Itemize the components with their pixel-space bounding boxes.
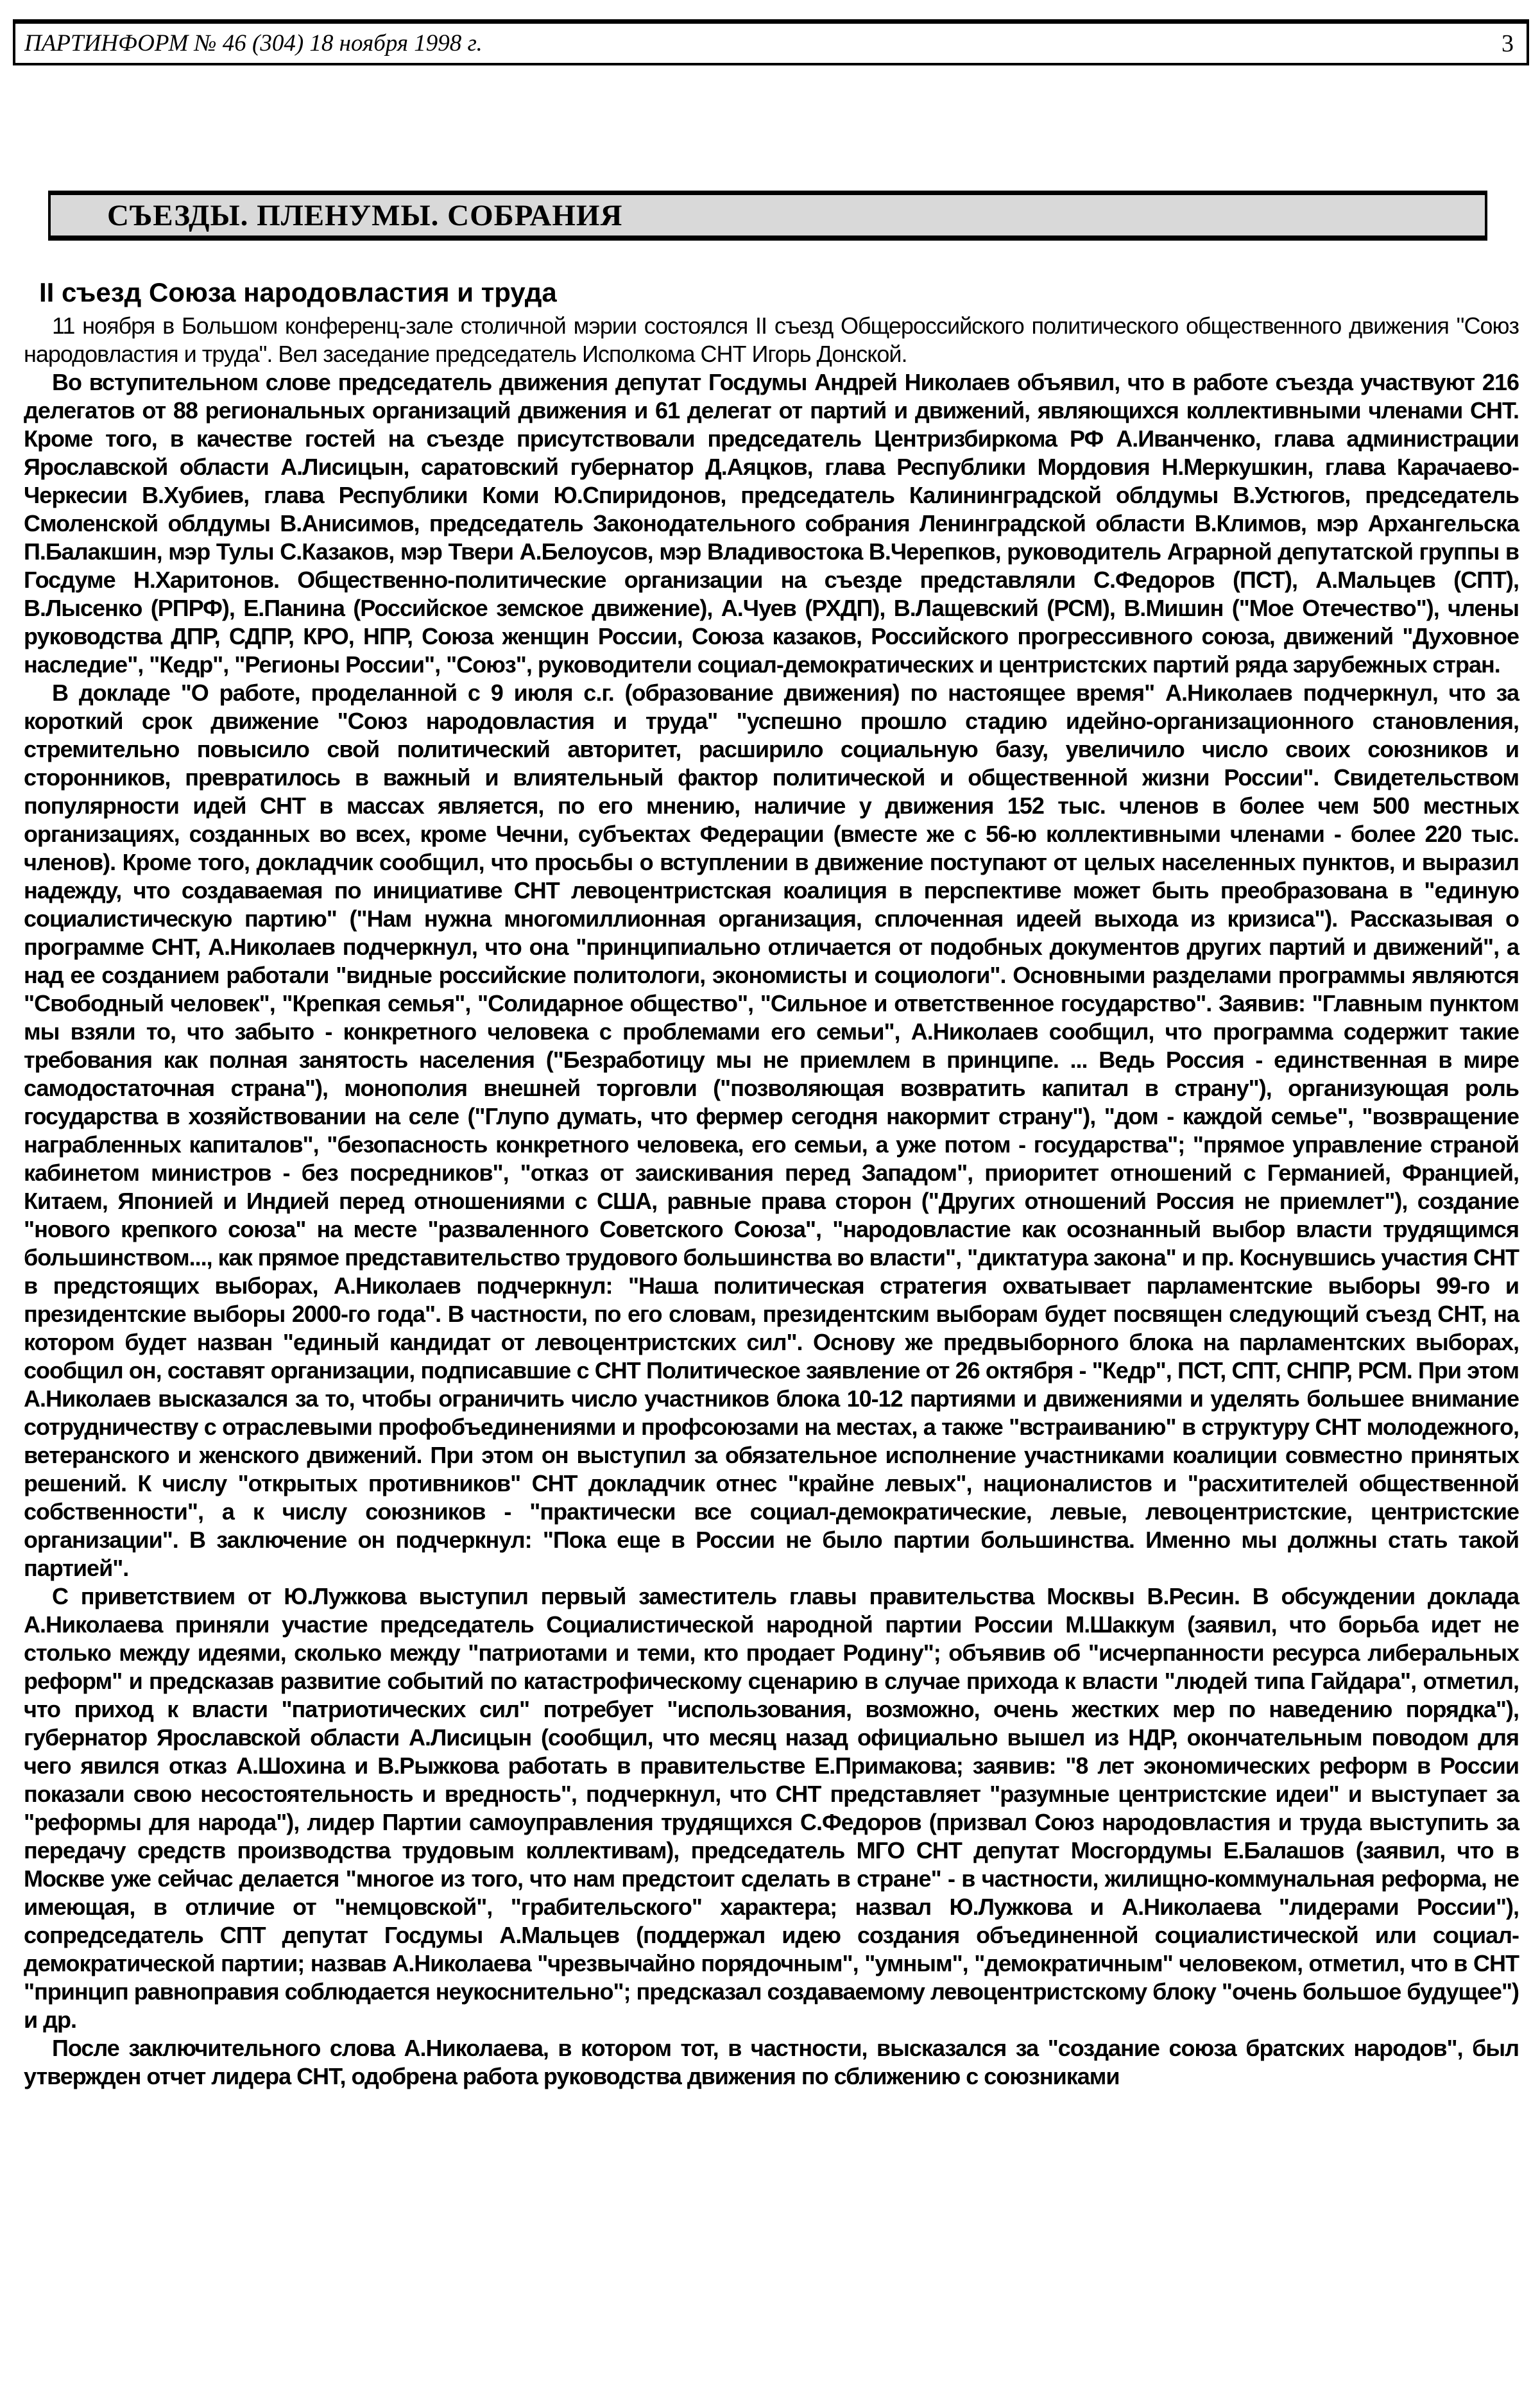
- page-header: [13, 19, 1529, 65]
- article-paragraph-2: В докладе "О работе, проделанной с 9 июля с.г. (образование движения) по настоящее время" А.Николаев подчеркнул, что за короткий срок движение "Союз народовластия и труда" "успешно прошло стадию идейно-организационного становления, стремительно повысило свой политический авторитет, расширило социальную базу, увеличило число своих союзников и сторонников, превратилось в важный и влиятельный фактор политической и общественной жизни России". Свидетельством популярности идей СНТ в массах является, по его мнению, наличие у движения 152 тыс. членов в более чем 500 местных организациях, созданных во всех, кроме Чечни, субъектах Федерации (вместе же с 56-ю коллективными членами - более 220 тыс. членов). Кроме того, докладчик сообщил, что просьбы о вступлении в движение поступают от целых населенных пунктов, и выразил надежду, что создаваемая по инициативе СНТ левоцентристская коалиция в перспективе может быть преобразована в "единую социалистическую партию" ("Нам нужна многомиллионная организация, сплоченная идеей выхода из кризиса"). Рассказывая о программе СНТ, А.Николаев подчеркнул, что она "принципиально отличается от подобных документов других партий и движений", а над ее созданием работали "видные российские политологи, экономисты и социологи". Основными разделами программы являются "Свободный человек", "Крепкая семья", "Солидарное общество", "Сильное и ответственное государство". Заявив: "Главным пунктом мы взяли то, что забыто - конкретного человека с проблемами его семьи", А.Николаев сообщил, что программа содержит такие требования как полная занятость населения ("Безработицу мы не приемлем в принципе. ... Ведь Россия - единственная в мире самодостаточная страна"), монополия внешней торговли ("позволяющая возвратить капитал в страну"), организующая роль государства в хозяйствовании на селе ("Глупо думать, что фермер сегодня накормит страну"), "дом - каждой семье", "возвращение награбленных капиталов", "безопасность конкретного человека, его семьи, а уже потом - государства"; "прямое управление страной кабинетом министров - без посредников", "отказ от заискивания перед Западом", приоритет отношений с Германией, Францией, Китаем, Японией и Индией перед отношениями с США, равные права сторон ("Других отношений Россия не приемлет"), создание "нового крепкого союза" на месте "разваленного Советского Союза", "народовластие как осознанный выбор власти трудящимся большинством..., как прямое представительство трудового большинства во власти", "диктатура закона" и пр. Коснувшись участия СНТ в предстоящих выборах, А.Николаев подчеркнул: "Наша политическая стратегия охватывает парламентские выборы 99-го и президентские выборы 2000-го года". В частности, по его словам, президентским выборам будет посвящен следующий съезд СНТ, на котором будет назван "единый кандидат от левоцентристских сил". Основу же предвыборного блока на парламентских выборах, сообщил он, составят организации, подписавшие с СНТ Политическое заявление от 26 октября - "Кедр", ПСТ, СПТ, СНПР, РСМ. При этом А.Николаев высказался за то, чтобы ограничить число участников блока 10-12 партиями и движениями и уделять большее внимание сотрудничеству с отраслевыми профобъединениями и профсоюзами на местах, а также "встраиванию" в структуру СНТ молодежного, ветеранского и женского движений. При этом он выступил за обязательное исполнение участниками коалиции совместно принятых решений. К числу "открытых противников" СНТ докладчик отнес "крайне левых", националистов и "расхитителей общественной собственности", а к числу союзников - "практически все социал-демократические, левые, левоцентристские, центристские организации". В заключение он подчеркнул: "Пока еще в России не было партии большинства. Именно мы должны стать такой партией".: [24, 680, 1519, 1582]
- article-paragraph-1: Во вступительном слове председатель движения депутат Госдумы Андрей Николаев объявил, что в работе съезда участвуют 216 делегатов от 88 региональных организаций движения и 61 делегат от партий и движений, являющихся коллективными членами СНТ. Кроме того, в качестве гостей на съезде присутствовали председатель Центризбиркома РФ А.Иванченко, глава администрации Ярославской области А.Лисицын, саратовский губернатор Д.Аяцков, глава Республики Мордовия Н.Меркушкин, глава Карачаево-Черкесии В.Хубиев, глава Республики Коми Ю.Спиридонов, председатель Калининградской облдумы В.Устюгов, председатель Смоленской облдумы В.Анисимов, председатель Законодательного собрания Ленинградской области В.Климов, мэр Архангельска П.Балакшин, мэр Тулы С.Казаков, мэр Твери А.Белоусов, мэр Владивостока В.Черепков, руководитель Аграрной депутатской группы в Госдуме Н.Харитонов. Общественно-политические организации на съезде представляли С.Федоров (ПСТ), А.Мальцев (СПТ), В.Лысенко (РПРФ), Е.Панина (Российское земское движение), А.Чуев (РХДП), В.Лащевский (РСМ), В.Мишин ("Мое Отечество"), члены руководства ДПР, СДПР, КРО, НПР, Союза женщин России, Союза казаков, Российского прогрессивного союза, движений "Духовное наследие", "Кедр", "Регионы России", "Союз", руководители социал-демократических и центристских партий ряда зарубежных стран.: [24, 369, 1519, 678]
- article-title: II съезд Союза народовластия и труда: [39, 277, 557, 307]
- page-number: 3: [1502, 30, 1514, 57]
- article-paragraph-3: С приветствием от Ю.Лужкова выступил первый заместитель главы правительства Москвы В.Ресин. В обсуждении доклада А.Николаева приняли участие председатель Социалистической народной партии России М.Шаккум (заявил, что борьба идет не столько между идеями, сколько между "патриотами и теми, кто продает Родину"; объявив об "исчерпанности ресурса либеральных реформ" и предсказав развитие событий по катастрофическому сценарию в случае прихода к власти "людей типа Гайдара", отметил, что приход к власти "патриотических сил" потребует "использования, возможно, очень жестких мер по наведению порядка"), губернатор Ярославской области А.Лисицын (сообщил, что месяц назад официально вышел из НДР, окончательным поводом для чего явился отказ А.Шохина и В.Рыжкова работать в правительстве Е.Примакова; заявив: "8 лет экономических реформ в России показали свою несостоятельность и вредность", подчеркнул, что СНТ представляет "разумные центристские идеи" и выступает за "реформы для народа"), лидер Партии самоуправления трудящихся С.Федоров (призвал Союз народовластия и труда выступить за передачу средств производства трудовым коллективам), председатель МГО СНТ депутат Мосгордумы Е.Балашов (заявил, что в Москве уже сейчас делается "многое из того, что нам предстоит сделать в стране" - в частности, жилищно-коммунальная реформа, не имеющая, в отличие от "немцовской", "грабительского" характера; назвал Ю.Лужкова и А.Николаева "лидерами России"), сопредседатель СПТ депутат Госдумы А.Мальцев (поддержал идею создания объединенной социалистической или социал-демократической партии; назвав А.Николаева "чрезвычайно порядочным", "умным", "демократичным" человеком, отметил, что в СНТ "принцип равноправия соблюдается неукоснительно"; предсказал создаваемому левоцентристскому блоку "очень большое будущее") и др.: [24, 1583, 1519, 2034]
- article-paragraph-4: После заключительного слова А.Николаева, в котором тот, в частности, высказался за "создание союза братских народов", был утвержден отчет лидера СНТ, одобрена работа руководства движения по сближению с союзниками: [24, 2035, 1519, 2090]
- section-header-banner: [48, 191, 1487, 241]
- section-title: СЪЕЗДЫ. ПЛЕНУМЫ. СОБРАНИЯ: [107, 198, 623, 232]
- article-lead-paragraph: 11 ноября в Большом конференц-зале столичной мэрии состоялся II съезд Общероссийского политического общественного движения "Союз народовластия и труда". Вел заседание председатель Исполкома СНТ Игорь Донской.: [24, 313, 1519, 368]
- newsletter-masthead: ПАРТИНФОРМ № 46 (304) 18 ноября 1998 г.: [24, 30, 483, 56]
- article-body: [24, 277, 1519, 2091]
